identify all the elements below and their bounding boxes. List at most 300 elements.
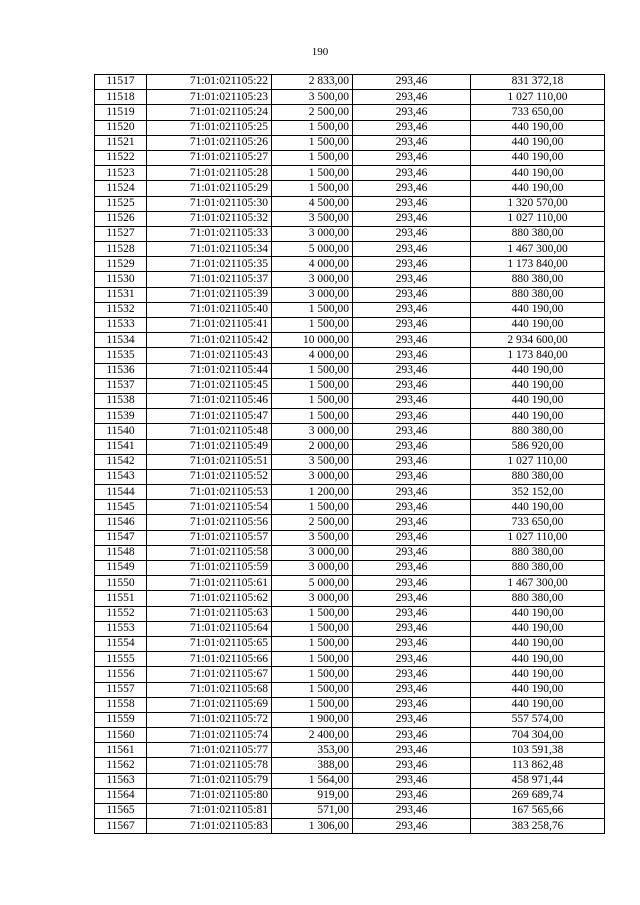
cadastral-value-cell: 440 190,00 bbox=[471, 652, 605, 667]
row-number-cell: 11538 bbox=[95, 393, 147, 408]
area-cell: 2 500,00 bbox=[272, 515, 353, 530]
cadastral-number-cell: 71:01:021105:52 bbox=[147, 469, 272, 484]
row-number-cell: 11524 bbox=[95, 181, 147, 196]
area-cell: 4 000,00 bbox=[272, 348, 353, 363]
cadastral-number-cell: 71:01:021105:72 bbox=[147, 712, 272, 727]
cadastral-value-cell: 440 190,00 bbox=[471, 500, 605, 515]
cadastral-number-cell: 71:01:021105:49 bbox=[147, 439, 272, 454]
specific-value-cell: 293,46 bbox=[353, 439, 471, 454]
cadastral-number-cell: 71:01:021105:61 bbox=[147, 576, 272, 591]
area-cell: 2 400,00 bbox=[272, 728, 353, 743]
table-row bbox=[95, 166, 605, 181]
table-row bbox=[95, 242, 605, 257]
cadastral-value-cell: 440 190,00 bbox=[471, 363, 605, 378]
table-row bbox=[95, 348, 605, 363]
table-row bbox=[95, 606, 605, 621]
specific-value-cell: 293,46 bbox=[353, 819, 471, 834]
cadastral-number-cell: 71:01:021105:77 bbox=[147, 743, 272, 758]
table-row bbox=[95, 75, 605, 90]
cadastral-number-cell: 71:01:021105:66 bbox=[147, 652, 272, 667]
specific-value-cell: 293,46 bbox=[353, 667, 471, 682]
cadastral-number-cell: 71:01:021105:78 bbox=[147, 758, 272, 773]
row-number-cell: 11527 bbox=[95, 226, 147, 241]
cadastral-value-cell: 880 380,00 bbox=[471, 591, 605, 606]
table-row bbox=[95, 500, 605, 515]
cadastral-number-cell: 71:01:021105:83 bbox=[147, 819, 272, 834]
specific-value-cell: 293,46 bbox=[353, 758, 471, 773]
specific-value-cell: 293,46 bbox=[353, 424, 471, 439]
table-row bbox=[95, 712, 605, 727]
area-cell: 1 500,00 bbox=[272, 697, 353, 712]
specific-value-cell: 293,46 bbox=[353, 135, 471, 150]
row-number-cell: 11533 bbox=[95, 318, 147, 333]
area-cell: 3 000,00 bbox=[272, 287, 353, 302]
table-row bbox=[95, 561, 605, 576]
table-row bbox=[95, 105, 605, 120]
cadastral-number-cell: 71:01:021105:59 bbox=[147, 561, 272, 576]
cadastral-value-cell: 557 574,00 bbox=[471, 712, 605, 727]
cadastral-number-cell: 71:01:021105:58 bbox=[147, 545, 272, 560]
area-cell: 1 500,00 bbox=[272, 636, 353, 651]
cadastral-number-cell: 71:01:021105:64 bbox=[147, 621, 272, 636]
specific-value-cell: 293,46 bbox=[353, 682, 471, 697]
table-row bbox=[95, 135, 605, 150]
cadastral-value-cell: 440 190,00 bbox=[471, 302, 605, 317]
area-cell: 919,00 bbox=[272, 788, 353, 803]
specific-value-cell: 293,46 bbox=[353, 454, 471, 469]
row-number-cell: 11531 bbox=[95, 287, 147, 302]
specific-value-cell: 293,46 bbox=[353, 105, 471, 120]
specific-value-cell: 293,46 bbox=[353, 773, 471, 788]
cadastral-value-cell: 269 689,74 bbox=[471, 788, 605, 803]
cadastral-number-cell: 71:01:021105:39 bbox=[147, 287, 272, 302]
cadastral-number-cell: 71:01:021105:79 bbox=[147, 773, 272, 788]
table-row bbox=[95, 515, 605, 530]
row-number-cell: 11555 bbox=[95, 652, 147, 667]
row-number-cell: 11528 bbox=[95, 242, 147, 257]
row-number-cell: 11547 bbox=[95, 530, 147, 545]
table-row bbox=[95, 363, 605, 378]
cadastral-value-cell: 880 380,00 bbox=[471, 226, 605, 241]
specific-value-cell: 293,46 bbox=[353, 606, 471, 621]
specific-value-cell: 293,46 bbox=[353, 485, 471, 500]
table-row bbox=[95, 576, 605, 591]
specific-value-cell: 293,46 bbox=[353, 242, 471, 257]
area-cell: 1 306,00 bbox=[272, 819, 353, 834]
specific-value-cell: 293,46 bbox=[353, 393, 471, 408]
table-row bbox=[95, 621, 605, 636]
specific-value-cell: 293,46 bbox=[353, 318, 471, 333]
area-cell: 4 500,00 bbox=[272, 196, 353, 211]
table-row bbox=[95, 409, 605, 424]
specific-value-cell: 293,46 bbox=[353, 636, 471, 651]
table-row bbox=[95, 378, 605, 393]
table-row bbox=[95, 424, 605, 439]
table-row bbox=[95, 773, 605, 788]
cadastral-value-cell: 103 591,38 bbox=[471, 743, 605, 758]
cadastral-value-cell: 1 467 300,00 bbox=[471, 576, 605, 591]
area-cell: 2 500,00 bbox=[272, 105, 353, 120]
cadastral-value-cell: 704 304,00 bbox=[471, 728, 605, 743]
row-number-cell: 11520 bbox=[95, 120, 147, 135]
cadastral-value-cell: 440 190,00 bbox=[471, 120, 605, 135]
row-number-cell: 11552 bbox=[95, 606, 147, 621]
table-row bbox=[95, 318, 605, 333]
specific-value-cell: 293,46 bbox=[353, 257, 471, 272]
cadastral-number-cell: 71:01:021105:29 bbox=[147, 181, 272, 196]
table-row bbox=[95, 211, 605, 226]
table-row bbox=[95, 819, 605, 834]
specific-value-cell: 293,46 bbox=[353, 166, 471, 181]
cadastral-number-cell: 71:01:021105:47 bbox=[147, 409, 272, 424]
specific-value-cell: 293,46 bbox=[353, 75, 471, 90]
row-number-cell: 11522 bbox=[95, 150, 147, 165]
cadastral-number-cell: 71:01:021105:22 bbox=[147, 75, 272, 90]
specific-value-cell: 293,46 bbox=[353, 469, 471, 484]
row-number-cell: 11557 bbox=[95, 682, 147, 697]
cadastral-value-cell: 586 920,00 bbox=[471, 439, 605, 454]
area-cell: 353,00 bbox=[272, 743, 353, 758]
row-number-cell: 11545 bbox=[95, 500, 147, 515]
table-row bbox=[95, 120, 605, 135]
cadastral-value-cell: 167 565,66 bbox=[471, 804, 605, 819]
row-number-cell: 11563 bbox=[95, 773, 147, 788]
table-row bbox=[95, 591, 605, 606]
table-row bbox=[95, 485, 605, 500]
cadastral-number-cell: 71:01:021105:40 bbox=[147, 302, 272, 317]
cadastral-value-cell: 440 190,00 bbox=[471, 697, 605, 712]
row-number-cell: 11540 bbox=[95, 424, 147, 439]
row-number-cell: 11518 bbox=[95, 90, 147, 105]
cadastral-value-cell: 1 027 110,00 bbox=[471, 454, 605, 469]
cadastral-number-cell: 71:01:021105:33 bbox=[147, 226, 272, 241]
table-row bbox=[95, 788, 605, 803]
row-number-cell: 11550 bbox=[95, 576, 147, 591]
cadastral-value-cell: 1 173 840,00 bbox=[471, 348, 605, 363]
cadastral-value-cell: 440 190,00 bbox=[471, 682, 605, 697]
table-row bbox=[95, 667, 605, 682]
specific-value-cell: 293,46 bbox=[353, 500, 471, 515]
table-row bbox=[95, 90, 605, 105]
area-cell: 1 500,00 bbox=[272, 363, 353, 378]
specific-value-cell: 293,46 bbox=[353, 545, 471, 560]
cadastral-number-cell: 71:01:021105:34 bbox=[147, 242, 272, 257]
area-cell: 1 500,00 bbox=[272, 120, 353, 135]
page-number: 190 bbox=[311, 46, 329, 58]
cadastral-number-cell: 71:01:021105:41 bbox=[147, 318, 272, 333]
specific-value-cell: 293,46 bbox=[353, 348, 471, 363]
cadastral-number-cell: 71:01:021105:44 bbox=[147, 363, 272, 378]
row-number-cell: 11534 bbox=[95, 333, 147, 348]
area-cell: 3 500,00 bbox=[272, 530, 353, 545]
row-number-cell: 11560 bbox=[95, 728, 147, 743]
area-cell: 1 500,00 bbox=[272, 667, 353, 682]
row-number-cell: 11561 bbox=[95, 743, 147, 758]
cadastral-number-cell: 71:01:021105:63 bbox=[147, 606, 272, 621]
specific-value-cell: 293,46 bbox=[353, 515, 471, 530]
cadastral-number-cell: 71:01:021105:48 bbox=[147, 424, 272, 439]
specific-value-cell: 293,46 bbox=[353, 409, 471, 424]
cadastral-value-cell: 458 971,44 bbox=[471, 773, 605, 788]
cadastral-value-cell: 1 027 110,00 bbox=[471, 530, 605, 545]
specific-value-cell: 293,46 bbox=[353, 226, 471, 241]
cadastral-number-cell: 71:01:021105:28 bbox=[147, 166, 272, 181]
row-number-cell: 11519 bbox=[95, 105, 147, 120]
cadastral-value-cell: 880 380,00 bbox=[471, 272, 605, 287]
specific-value-cell: 293,46 bbox=[353, 530, 471, 545]
cadastral-value-cell: 880 380,00 bbox=[471, 287, 605, 302]
specific-value-cell: 293,46 bbox=[353, 621, 471, 636]
cadastral-value-cell: 440 190,00 bbox=[471, 393, 605, 408]
area-cell: 3 500,00 bbox=[272, 90, 353, 105]
row-number-cell: 11521 bbox=[95, 135, 147, 150]
cadastral-number-cell: 71:01:021105:46 bbox=[147, 393, 272, 408]
area-cell: 3 000,00 bbox=[272, 424, 353, 439]
cadastral-number-cell: 71:01:021105:51 bbox=[147, 454, 272, 469]
specific-value-cell: 293,46 bbox=[353, 150, 471, 165]
cadastral-value-cell: 1 173 840,00 bbox=[471, 257, 605, 272]
row-number-cell: 11564 bbox=[95, 788, 147, 803]
row-number-cell: 11532 bbox=[95, 302, 147, 317]
area-cell: 388,00 bbox=[272, 758, 353, 773]
area-cell: 1 900,00 bbox=[272, 712, 353, 727]
cadastral-number-cell: 71:01:021105:27 bbox=[147, 150, 272, 165]
specific-value-cell: 293,46 bbox=[353, 90, 471, 105]
specific-value-cell: 293,46 bbox=[353, 712, 471, 727]
cadastral-value-table bbox=[94, 74, 605, 834]
area-cell: 1 500,00 bbox=[272, 181, 353, 196]
area-cell: 1 500,00 bbox=[272, 500, 353, 515]
table-row bbox=[95, 682, 605, 697]
cadastral-number-cell: 71:01:021105:26 bbox=[147, 135, 272, 150]
specific-value-cell: 293,46 bbox=[353, 302, 471, 317]
cadastral-value-cell: 2 934 600,00 bbox=[471, 333, 605, 348]
area-cell: 1 500,00 bbox=[272, 302, 353, 317]
row-number-cell: 11567 bbox=[95, 819, 147, 834]
table-row bbox=[95, 652, 605, 667]
cadastral-value-cell: 880 380,00 bbox=[471, 561, 605, 576]
cadastral-number-cell: 71:01:021105:69 bbox=[147, 697, 272, 712]
cadastral-number-cell: 71:01:021105:81 bbox=[147, 804, 272, 819]
area-cell: 3 500,00 bbox=[272, 454, 353, 469]
row-number-cell: 11562 bbox=[95, 758, 147, 773]
area-cell: 5 000,00 bbox=[272, 242, 353, 257]
table-row bbox=[95, 302, 605, 317]
cadastral-value-cell: 733 650,00 bbox=[471, 515, 605, 530]
specific-value-cell: 293,46 bbox=[353, 378, 471, 393]
area-cell: 2 000,00 bbox=[272, 439, 353, 454]
row-number-cell: 11559 bbox=[95, 712, 147, 727]
row-number-cell: 11542 bbox=[95, 454, 147, 469]
area-cell: 5 000,00 bbox=[272, 576, 353, 591]
specific-value-cell: 293,46 bbox=[353, 697, 471, 712]
row-number-cell: 11525 bbox=[95, 196, 147, 211]
specific-value-cell: 293,46 bbox=[353, 211, 471, 226]
row-number-cell: 11541 bbox=[95, 439, 147, 454]
cadastral-number-cell: 71:01:021105:24 bbox=[147, 105, 272, 120]
cadastral-number-cell: 71:01:021105:54 bbox=[147, 500, 272, 515]
cadastral-number-cell: 71:01:021105:25 bbox=[147, 120, 272, 135]
row-number-cell: 11543 bbox=[95, 469, 147, 484]
row-number-cell: 11548 bbox=[95, 545, 147, 560]
cadastral-value-cell: 831 372,18 bbox=[471, 75, 605, 90]
table-row bbox=[95, 181, 605, 196]
table-row bbox=[95, 150, 605, 165]
specific-value-cell: 293,46 bbox=[353, 591, 471, 606]
cadastral-value-cell: 113 862,48 bbox=[471, 758, 605, 773]
row-number-cell: 11549 bbox=[95, 561, 147, 576]
area-cell: 10 000,00 bbox=[272, 333, 353, 348]
area-cell: 1 564,00 bbox=[272, 773, 353, 788]
row-number-cell: 11551 bbox=[95, 591, 147, 606]
table-row bbox=[95, 545, 605, 560]
cadastral-value-cell: 383 258,76 bbox=[471, 819, 605, 834]
specific-value-cell: 293,46 bbox=[353, 287, 471, 302]
row-number-cell: 11553 bbox=[95, 621, 147, 636]
cadastral-number-cell: 71:01:021105:37 bbox=[147, 272, 272, 287]
table-row bbox=[95, 333, 605, 348]
cadastral-number-cell: 71:01:021105:65 bbox=[147, 636, 272, 651]
cadastral-number-cell: 71:01:021105:42 bbox=[147, 333, 272, 348]
specific-value-cell: 293,46 bbox=[353, 363, 471, 378]
cadastral-value-cell: 440 190,00 bbox=[471, 135, 605, 150]
area-cell: 2 833,00 bbox=[272, 75, 353, 90]
row-number-cell: 11529 bbox=[95, 257, 147, 272]
cadastral-number-cell: 71:01:021105:68 bbox=[147, 682, 272, 697]
specific-value-cell: 293,46 bbox=[353, 333, 471, 348]
area-cell: 1 500,00 bbox=[272, 606, 353, 621]
cadastral-value-cell: 440 190,00 bbox=[471, 150, 605, 165]
cadastral-number-cell: 71:01:021105:45 bbox=[147, 378, 272, 393]
row-number-cell: 11544 bbox=[95, 485, 147, 500]
cadastral-value-cell: 352 152,00 bbox=[471, 485, 605, 500]
cadastral-value-cell: 440 190,00 bbox=[471, 409, 605, 424]
cadastral-value-cell: 440 190,00 bbox=[471, 181, 605, 196]
area-cell: 1 500,00 bbox=[272, 652, 353, 667]
row-number-cell: 11530 bbox=[95, 272, 147, 287]
area-cell: 1 500,00 bbox=[272, 393, 353, 408]
cadastral-value-cell: 440 190,00 bbox=[471, 636, 605, 651]
table-row bbox=[95, 469, 605, 484]
cadastral-value-cell: 440 190,00 bbox=[471, 166, 605, 181]
specific-value-cell: 293,46 bbox=[353, 120, 471, 135]
table-row bbox=[95, 196, 605, 211]
area-cell: 1 500,00 bbox=[272, 135, 353, 150]
row-number-cell: 11517 bbox=[95, 75, 147, 90]
cadastral-value-cell: 1 027 110,00 bbox=[471, 90, 605, 105]
cadastral-value-cell: 440 190,00 bbox=[471, 378, 605, 393]
specific-value-cell: 293,46 bbox=[353, 181, 471, 196]
row-number-cell: 11546 bbox=[95, 515, 147, 530]
area-cell: 1 500,00 bbox=[272, 150, 353, 165]
row-number-cell: 11558 bbox=[95, 697, 147, 712]
specific-value-cell: 293,46 bbox=[353, 788, 471, 803]
cadastral-value-cell: 440 190,00 bbox=[471, 606, 605, 621]
table-row bbox=[95, 287, 605, 302]
table-row bbox=[95, 697, 605, 712]
area-cell: 1 500,00 bbox=[272, 378, 353, 393]
cadastral-number-cell: 71:01:021105:43 bbox=[147, 348, 272, 363]
specific-value-cell: 293,46 bbox=[353, 804, 471, 819]
cadastral-number-cell: 71:01:021105:57 bbox=[147, 530, 272, 545]
area-cell: 3 000,00 bbox=[272, 272, 353, 287]
row-number-cell: 11523 bbox=[95, 166, 147, 181]
specific-value-cell: 293,46 bbox=[353, 652, 471, 667]
cadastral-number-cell: 71:01:021105:56 bbox=[147, 515, 272, 530]
table-row bbox=[95, 743, 605, 758]
cadastral-value-cell: 880 380,00 bbox=[471, 469, 605, 484]
cadastral-value-cell: 1 027 110,00 bbox=[471, 211, 605, 226]
area-cell: 3 000,00 bbox=[272, 226, 353, 241]
cadastral-value-cell: 733 650,00 bbox=[471, 105, 605, 120]
cadastral-number-cell: 71:01:021105:32 bbox=[147, 211, 272, 226]
row-number-cell: 11537 bbox=[95, 378, 147, 393]
area-cell: 1 500,00 bbox=[272, 621, 353, 636]
table-row bbox=[95, 439, 605, 454]
cadastral-number-cell: 71:01:021105:74 bbox=[147, 728, 272, 743]
table-row bbox=[95, 636, 605, 651]
table-row bbox=[95, 272, 605, 287]
table-row bbox=[95, 804, 605, 819]
cadastral-number-cell: 71:01:021105:62 bbox=[147, 591, 272, 606]
row-number-cell: 11554 bbox=[95, 636, 147, 651]
cadastral-number-cell: 71:01:021105:30 bbox=[147, 196, 272, 211]
area-cell: 1 500,00 bbox=[272, 682, 353, 697]
row-number-cell: 11536 bbox=[95, 363, 147, 378]
row-number-cell: 11565 bbox=[95, 804, 147, 819]
cadastral-value-cell: 440 190,00 bbox=[471, 667, 605, 682]
area-cell: 1 500,00 bbox=[272, 409, 353, 424]
area-cell: 3 000,00 bbox=[272, 545, 353, 560]
area-cell: 3 000,00 bbox=[272, 469, 353, 484]
cadastral-number-cell: 71:01:021105:80 bbox=[147, 788, 272, 803]
table-row bbox=[95, 530, 605, 545]
cadastral-value-cell: 1 320 570,00 bbox=[471, 196, 605, 211]
cadastral-value-cell: 440 190,00 bbox=[471, 621, 605, 636]
specific-value-cell: 293,46 bbox=[353, 272, 471, 287]
specific-value-cell: 293,46 bbox=[353, 196, 471, 211]
cadastral-value-cell: 880 380,00 bbox=[471, 424, 605, 439]
table-row bbox=[95, 257, 605, 272]
cadastral-number-cell: 71:01:021105:67 bbox=[147, 667, 272, 682]
cadastral-value-cell: 440 190,00 bbox=[471, 318, 605, 333]
table-row bbox=[95, 728, 605, 743]
area-cell: 1 200,00 bbox=[272, 485, 353, 500]
row-number-cell: 11539 bbox=[95, 409, 147, 424]
area-cell: 571,00 bbox=[272, 804, 353, 819]
area-cell: 4 000,00 bbox=[272, 257, 353, 272]
specific-value-cell: 293,46 bbox=[353, 561, 471, 576]
row-number-cell: 11535 bbox=[95, 348, 147, 363]
cadastral-value-cell: 880 380,00 bbox=[471, 545, 605, 560]
area-cell: 3 500,00 bbox=[272, 211, 353, 226]
specific-value-cell: 293,46 bbox=[353, 576, 471, 591]
row-number-cell: 11556 bbox=[95, 667, 147, 682]
area-cell: 1 500,00 bbox=[272, 166, 353, 181]
area-cell: 3 000,00 bbox=[272, 591, 353, 606]
cadastral-number-cell: 71:01:021105:35 bbox=[147, 257, 272, 272]
cadastral-number-cell: 71:01:021105:53 bbox=[147, 485, 272, 500]
specific-value-cell: 293,46 bbox=[353, 728, 471, 743]
specific-value-cell: 293,46 bbox=[353, 743, 471, 758]
row-number-cell: 11526 bbox=[95, 211, 147, 226]
table-body bbox=[95, 75, 605, 834]
cadastral-number-cell: 71:01:021105:23 bbox=[147, 90, 272, 105]
table-row bbox=[95, 454, 605, 469]
table-row bbox=[95, 226, 605, 241]
area-cell: 1 500,00 bbox=[272, 318, 353, 333]
cadastral-value-cell: 1 467 300,00 bbox=[471, 242, 605, 257]
